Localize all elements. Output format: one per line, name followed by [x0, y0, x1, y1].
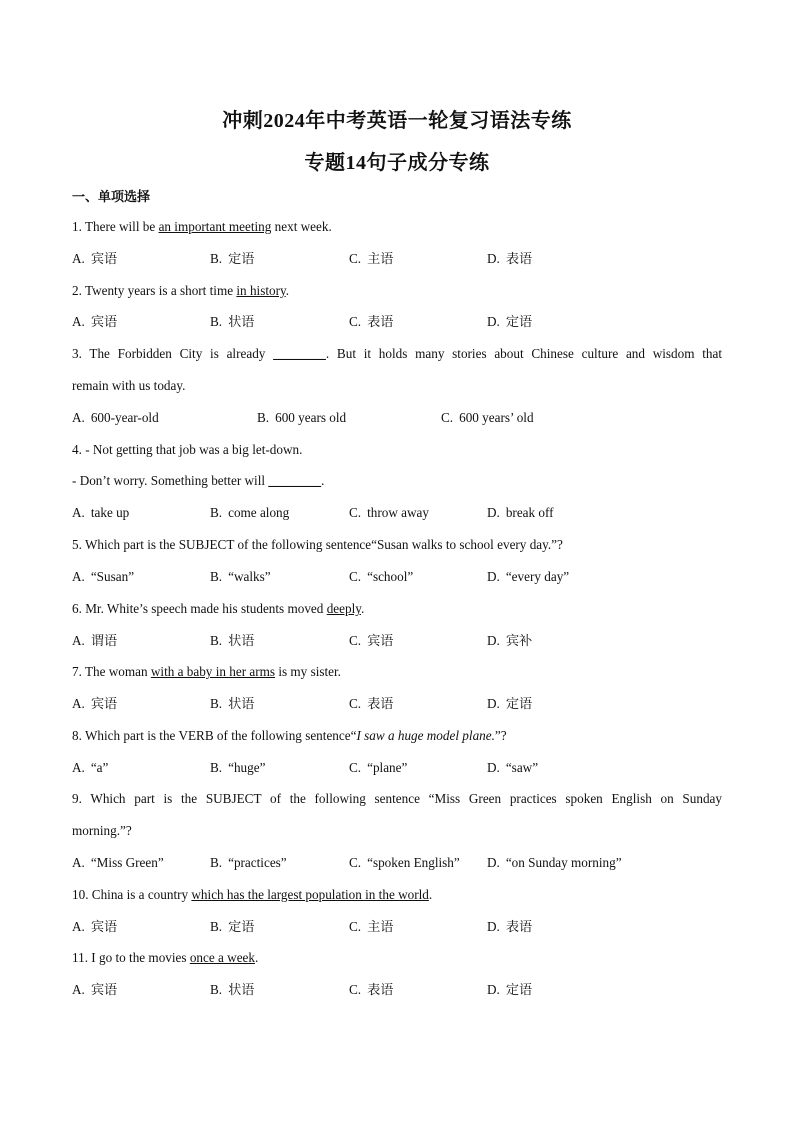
question-11: 11. I go to the movies once a week. [72, 950, 259, 965]
option-d[interactable]: D. 宾补 [487, 633, 533, 648]
option-b[interactable]: B. “walks” [210, 569, 271, 584]
section-heading: 一、单项选择 [72, 189, 151, 204]
option-a[interactable]: A. “a” [72, 760, 109, 775]
option-a[interactable]: A. 600-year-old [72, 410, 159, 425]
document-title: 冲刺2024年中考英语一轮复习语法专练 [222, 110, 572, 132]
question-5-options [72, 568, 722, 586]
question-2-options [72, 313, 722, 331]
question-3-options [72, 409, 722, 427]
option-a[interactable]: A. “Miss Green” [72, 855, 164, 870]
option-b[interactable]: B. 状语 [210, 633, 255, 648]
option-a[interactable]: A. take up [72, 505, 130, 520]
question-1-options [72, 250, 722, 268]
option-c[interactable]: C. 表语 [349, 314, 394, 329]
option-c[interactable]: C. “plane” [349, 760, 408, 775]
option-d[interactable]: D. “on Sunday morning” [487, 855, 622, 870]
question-4: 4. - Not getting that job was a big let-down. [72, 442, 303, 457]
option-a[interactable]: A. 宾语 [72, 251, 118, 266]
question-9-options [72, 854, 722, 872]
question-6-options [72, 632, 722, 650]
option-a[interactable]: A. “Susan” [72, 569, 135, 584]
question-7-options [72, 695, 722, 713]
underlined-phrase: an important meeting [158, 219, 272, 234]
option-a[interactable]: A. 宾语 [72, 314, 118, 329]
option-d[interactable]: D. 定语 [487, 314, 533, 329]
question-5: 5. Which part is the SUBJECT of the following sentence“Susan walks to school every day.”? [72, 537, 563, 552]
question-8: 8. Which part is the VERB of the following sentence“I saw a huge model plane.”? [72, 728, 507, 743]
italic-sentence: I saw a huge model plane. [356, 728, 495, 743]
option-a[interactable]: A. 宾语 [72, 982, 118, 997]
underlined-phrase: deeply [326, 601, 361, 616]
option-a[interactable]: A. 宾语 [72, 919, 118, 934]
option-c[interactable]: C. throw away [349, 505, 429, 520]
option-d[interactable]: D. 表语 [487, 919, 533, 934]
question-10-options [72, 918, 722, 936]
answer-blank: ________ [273, 346, 326, 361]
option-c[interactable]: C. 600 years’ old [441, 410, 534, 425]
underlined-phrase: once a week [189, 950, 255, 965]
option-b[interactable]: B. “huge” [210, 760, 266, 775]
option-c[interactable]: C. 表语 [349, 982, 394, 997]
question-4-options [72, 504, 722, 522]
option-d[interactable]: D. break off [487, 505, 554, 520]
option-b[interactable]: B. 定语 [210, 251, 255, 266]
option-c[interactable]: C. 主语 [349, 251, 394, 266]
option-b[interactable]: B. 定语 [210, 919, 255, 934]
question-10: 10. China is a country which has the largest population in the world. [72, 887, 433, 902]
underlined-phrase: in history [236, 283, 286, 298]
option-c[interactable]: C. “spoken English” [349, 855, 460, 870]
option-d[interactable]: D. 定语 [487, 696, 533, 711]
option-c[interactable]: C. 宾语 [349, 633, 394, 648]
question-9: 9. Which part is the SUBJECT of the following sentence “Miss Green practices spoken English on Sunday [72, 791, 722, 806]
question-6: 6. Mr. White’s speech made his students moved deeply. [72, 601, 365, 616]
option-b[interactable]: B. 状语 [210, 314, 255, 329]
underlined-phrase: with a baby in her arms [150, 664, 276, 679]
document-subtitle: 专题14句子成分专练 [304, 152, 490, 174]
question-7: 7. The woman with a baby in her arms is my sister. [72, 664, 341, 679]
underlined-phrase: which has the largest population in the world [191, 887, 429, 902]
option-b[interactable]: B. come along [210, 505, 290, 520]
option-b[interactable]: B. 状语 [210, 982, 255, 997]
option-d[interactable]: D. “saw” [487, 760, 539, 775]
option-b[interactable]: B. 状语 [210, 696, 255, 711]
question-3-continued: remain with us today. [72, 378, 186, 393]
question-4-reply: - Don’t worry. Something better will ________. [72, 473, 325, 488]
option-c[interactable]: C. “school” [349, 569, 414, 584]
option-a[interactable]: A. 宾语 [72, 696, 118, 711]
option-a[interactable]: A. 谓语 [72, 633, 118, 648]
option-c[interactable]: C. 表语 [349, 696, 394, 711]
question-2: 2. Twenty years is a short time in history. [72, 283, 290, 298]
question-3: 3. The Forbidden City is already ________. But it holds many stories about Chinese culture and wisdom that [72, 346, 723, 361]
option-d[interactable]: D. 定语 [487, 982, 533, 997]
question-1: 1. There will be an important meeting next week. [72, 219, 332, 234]
question-8-options [72, 759, 722, 777]
question-9-continued: morning.”? [72, 823, 132, 838]
option-c[interactable]: C. 主语 [349, 919, 394, 934]
question-11-options [72, 981, 722, 999]
option-b[interactable]: B. “practices” [210, 855, 287, 870]
answer-blank: ________ [268, 473, 322, 488]
option-d[interactable]: D. “every day” [487, 569, 570, 584]
option-b[interactable]: B. 600 years old [257, 410, 347, 425]
option-d[interactable]: D. 表语 [487, 251, 533, 266]
